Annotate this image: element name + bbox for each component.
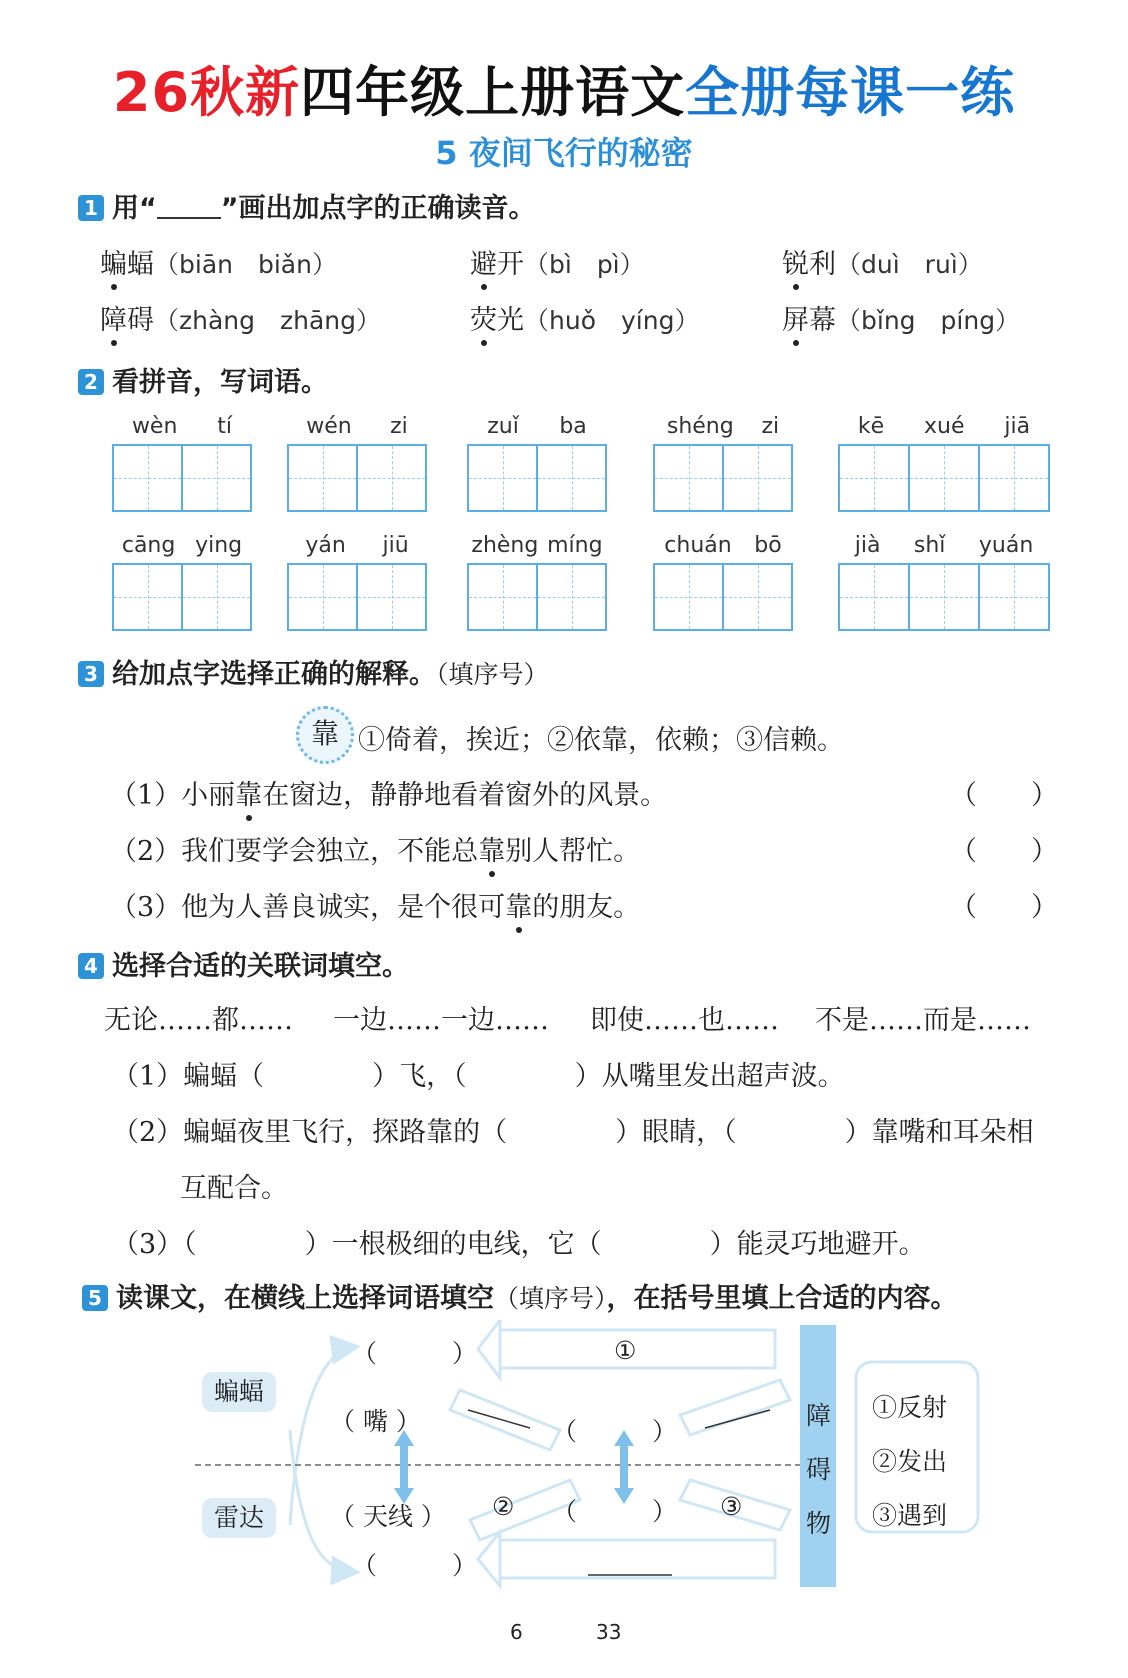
writing-grid[interactable] bbox=[112, 563, 252, 631]
answer-paren[interactable]: （ ） bbox=[950, 892, 1058, 923]
option-item: ③遇到 bbox=[872, 1501, 948, 1530]
answer-paren[interactable]: （ ） bbox=[950, 836, 1058, 867]
section-4-heading: 4 选择合适的关联词填空。 bbox=[78, 944, 409, 983]
diagonal-arrow bbox=[680, 1380, 790, 1435]
writing-grid[interactable] bbox=[467, 444, 607, 512]
fill-question: （2）蝙蝠夜里飞行，探路靠的（ ）眼睛，（ ）靠嘴和耳朵相 bbox=[112, 1117, 1034, 1148]
reading-item: 荧光（huǒ yíng） bbox=[470, 298, 699, 337]
conjunction-option: 一边……一边…… bbox=[333, 1005, 549, 1036]
bat-radar-diagram bbox=[0, 1320, 1128, 1600]
antenna-paren: （ 天线 ） bbox=[330, 1502, 446, 1531]
section-number: 1 bbox=[78, 195, 104, 221]
writing-grid[interactable] bbox=[838, 563, 1050, 631]
writing-grid[interactable] bbox=[838, 444, 1050, 512]
reading-item: 屏幕（bǐng píng） bbox=[782, 298, 1020, 337]
meanings-text: ①倚着，挨近；②依靠，依赖；③信赖。 bbox=[358, 725, 844, 756]
writing-grid[interactable] bbox=[287, 563, 427, 631]
answer-paren[interactable]: （ ） bbox=[950, 780, 1058, 811]
writing-grid[interactable] bbox=[653, 563, 793, 631]
writing-grid[interactable] bbox=[467, 563, 607, 631]
arrow-head bbox=[478, 1320, 500, 1378]
circled-1: ① bbox=[614, 1336, 637, 1365]
page-title bbox=[0, 50, 1128, 127]
pinyin-label: wèn tí bbox=[131, 414, 233, 439]
blank-paren[interactable]: （ ） bbox=[352, 1339, 478, 1368]
writing-grid[interactable] bbox=[653, 444, 793, 512]
underline-blank bbox=[157, 197, 221, 219]
blank-paren[interactable]: （ ） bbox=[552, 1417, 678, 1446]
section-1-heading: 1 用“ ”画出加点字的正确读音。 bbox=[78, 186, 536, 225]
lesson-subtitle: 5 夜间飞行的秘密 bbox=[435, 134, 693, 172]
blank-paren[interactable]: （ ） bbox=[552, 1497, 678, 1526]
conjunction-option: 不是……而是…… bbox=[815, 1005, 1031, 1036]
blank-paren[interactable]: （ ） bbox=[352, 1551, 478, 1580]
title-black: 四年级上册语文 bbox=[300, 61, 686, 124]
reading-item: 障碍（zhàng zhāng） bbox=[100, 298, 381, 337]
page-number-right: 33 bbox=[596, 1620, 622, 1644]
section-number: 2 bbox=[78, 369, 104, 395]
question-item: （3）他为人善良诚实，是个很可靠的朋友。 bbox=[110, 885, 640, 924]
circled-3: ③ bbox=[720, 1492, 743, 1521]
circled-2: ② bbox=[492, 1492, 515, 1521]
arrow-box bbox=[500, 1330, 775, 1368]
pinyin-label: yán jiū bbox=[305, 533, 409, 558]
option-item: ①反射 bbox=[872, 1393, 948, 1422]
bat-label: 蝙蝠 bbox=[202, 1372, 276, 1412]
flower-char-badge: 靠 bbox=[296, 706, 354, 764]
title-blue: 全册每课一练 bbox=[685, 61, 1016, 124]
pinyin-label: shéng zi bbox=[666, 414, 780, 439]
arrow-box bbox=[500, 1540, 775, 1578]
obstacle-char: 物 bbox=[806, 1509, 832, 1538]
pinyin-label: chuán bō bbox=[664, 533, 782, 558]
page-number-left: 6 bbox=[510, 1620, 523, 1644]
pinyin-label: zuǐ ba bbox=[487, 414, 587, 439]
reading-item: 蝙蝠（biān biǎn） bbox=[100, 242, 337, 281]
radar-label: 雷达 bbox=[202, 1498, 276, 1538]
section-5-heading: 5 读课文，在横线上选择词语填空（填序号），在括号里填上合适的内容。 bbox=[82, 1276, 958, 1315]
pinyin-label: zhèng míng bbox=[471, 533, 603, 558]
writing-grid[interactable] bbox=[287, 444, 427, 512]
section-number: 3 bbox=[78, 661, 104, 687]
fill-question: （1）蝙蝠（ ）飞，（ ）从嘴里发出超声波。 bbox=[112, 1061, 845, 1092]
answer-line bbox=[705, 1410, 770, 1428]
pinyin-label: jià shǐ yuán bbox=[854, 533, 1034, 558]
reading-item: 避开（bì pì） bbox=[470, 242, 645, 281]
section-number: 5 bbox=[82, 1285, 108, 1311]
section-3-heading: 3 给加点字选择正确的解释。（填序号） bbox=[78, 652, 549, 691]
mouth-paren: （ 嘴 ） bbox=[330, 1407, 421, 1436]
fill-question-cont: 互配合。 bbox=[180, 1173, 288, 1204]
conjunction-option: 无论……都…… bbox=[104, 1005, 293, 1036]
obstacle-char: 碍 bbox=[806, 1455, 832, 1484]
conjunction-option: 即使……也…… bbox=[590, 1005, 779, 1036]
obstacle-char: 障 bbox=[806, 1401, 832, 1430]
fill-question: （3）（ ）一根极细的电线，它（ ）能灵巧地避开。 bbox=[112, 1229, 926, 1260]
option-item: ②发出 bbox=[872, 1447, 948, 1476]
question-item: （1）小丽靠在窗边，静静地看着窗外的风景。 bbox=[110, 773, 667, 812]
pinyin-label: wén zi bbox=[306, 414, 408, 439]
question-item: （2）我们要学会独立，不能总靠别人帮忙。 bbox=[110, 829, 640, 868]
section-2-heading: 2 看拼音，写词语。 bbox=[78, 360, 328, 399]
reading-item: 锐利（duì ruì） bbox=[782, 242, 983, 281]
pinyin-label: kē xué jiā bbox=[857, 414, 1031, 439]
title-red: 26秋新 bbox=[112, 61, 301, 124]
section-number: 4 bbox=[78, 953, 104, 979]
writing-grid[interactable] bbox=[112, 444, 252, 512]
pinyin-label: cāng ying bbox=[121, 533, 243, 558]
